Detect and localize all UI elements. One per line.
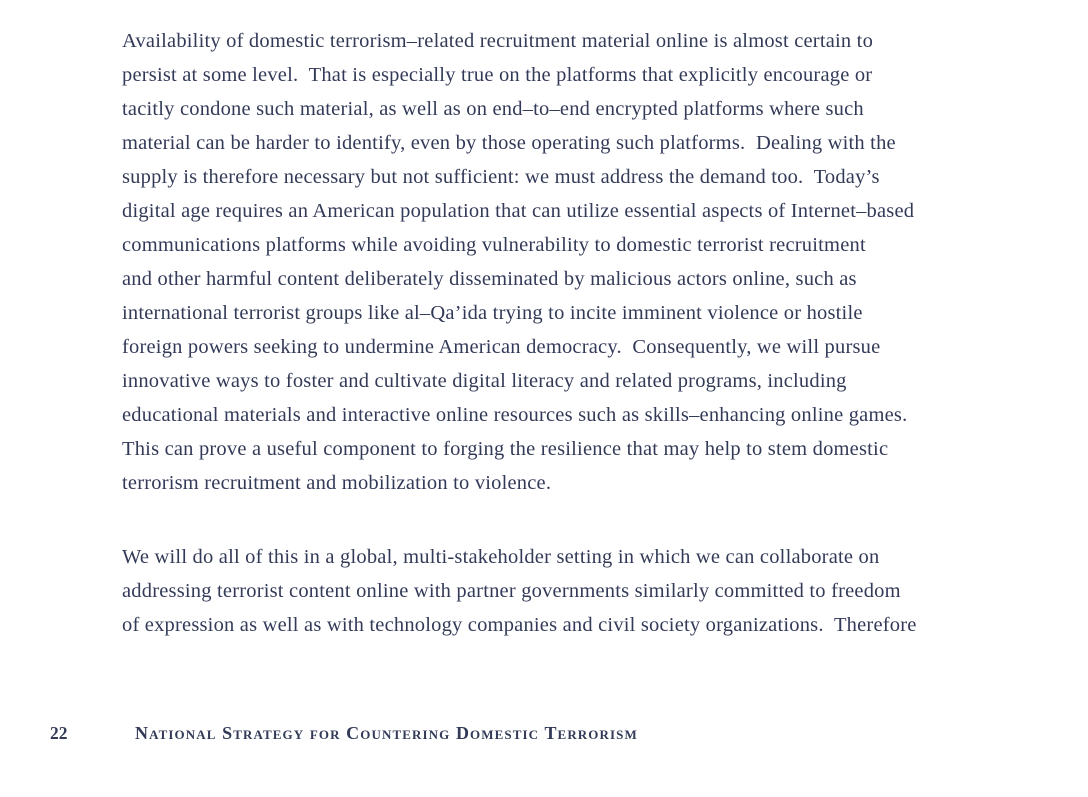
page-number: 22 xyxy=(50,723,68,743)
text-line: international terrorist groups like al–Qa’ida trying to incite imminent violence or hostile xyxy=(122,302,863,324)
body-text xyxy=(122,24,1072,642)
text-line: educational materials and interactive online resources such as skills–enhancing online games. xyxy=(122,404,908,426)
text-line: We will do all of this in a global, multi-stakeholder setting in which we can collaborate on xyxy=(122,546,880,568)
text-line: material can be harder to identify, even by those operating such platforms. Dealing with the xyxy=(122,132,896,154)
text-line: of expression as well as with technology companies and civil society organizations. Therefore xyxy=(122,614,917,636)
text-line: terrorism recruitment and mobilization to violence. xyxy=(122,472,552,494)
text-line: supply is therefore necessary but not sufficient: we must address the demand too. Today’s xyxy=(122,166,880,188)
text-line: innovative ways to foster and cultivate digital literacy and related programs, including xyxy=(122,370,847,392)
page-footer xyxy=(0,722,1088,752)
text-line: foreign powers seeking to undermine American democracy. Consequently, we will pursue xyxy=(122,336,881,358)
text-line: This can prove a useful component to forging the resilience that may help to stem domestic xyxy=(122,438,889,460)
paragraph-2 xyxy=(122,540,1072,642)
text-line: addressing terrorist content online with partner governments similarly committed to freedom xyxy=(122,580,901,602)
text-line: digital age requires an American population that can utilize essential aspects of Internet–based xyxy=(122,200,915,222)
footer-running-title: National Strategy for Countering Domestic Terrorism xyxy=(135,723,638,743)
text-line: persist at some level. That is especially true on the platforms that explicitly encourage or xyxy=(122,64,873,86)
text-line: Availability of domestic terrorism–related recruitment material online is almost certain to xyxy=(122,30,874,52)
paragraph-1 xyxy=(122,24,1072,500)
text-line: and other harmful content deliberately disseminated by malicious actors online, such as xyxy=(122,268,857,290)
text-line: tacitly condone such material, as well as on end–to–end encrypted platforms where such xyxy=(122,98,864,120)
text-line: communications platforms while avoiding vulnerability to domestic terrorist recruitment xyxy=(122,234,866,256)
